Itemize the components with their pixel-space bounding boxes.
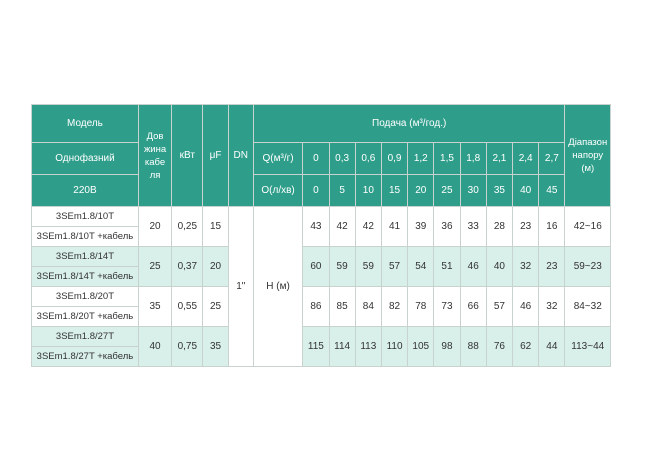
head-value-cell: 39 xyxy=(408,207,434,247)
o-value-cell: 35 xyxy=(486,175,512,207)
q-value-cell: 0,3 xyxy=(329,143,355,175)
cable-length-cell: 40 xyxy=(138,327,171,367)
head-value-cell: 59 xyxy=(355,247,381,287)
q-value-cell: 0,9 xyxy=(381,143,407,175)
head-value-cell: 43 xyxy=(303,207,329,247)
q-value-cell: 2,7 xyxy=(539,143,565,175)
q-value-cell: 1,5 xyxy=(434,143,460,175)
cable-length-cell: 20 xyxy=(138,207,171,247)
head-value-cell: 84 xyxy=(355,287,381,327)
head-value-cell: 42 xyxy=(355,207,381,247)
flow-header: Подача (м³/год.) xyxy=(253,105,565,143)
head-range-cell: 84~32 xyxy=(565,287,611,327)
head-value-cell: 46 xyxy=(513,287,539,327)
q-value-cell: 2,4 xyxy=(513,143,539,175)
capacitor-cell: 25 xyxy=(203,287,228,327)
head-value-cell: 98 xyxy=(434,327,460,367)
h-unit-cell: H (м) xyxy=(253,207,302,367)
model-name-with-cable: 3SEm1.8/20T +кабель xyxy=(32,307,139,327)
o-value-cell: 40 xyxy=(513,175,539,207)
head-range-cell: 113~44 xyxy=(565,327,611,367)
head-value-cell: 54 xyxy=(408,247,434,287)
model-name: 3SEm1.8/10T xyxy=(32,207,139,227)
head-value-cell: 23 xyxy=(539,247,565,287)
head-value-cell: 33 xyxy=(460,207,486,247)
cable-length-cell: 25 xyxy=(138,247,171,287)
head-value-cell: 46 xyxy=(460,247,486,287)
head-value-cell: 105 xyxy=(408,327,434,367)
head-value-cell: 78 xyxy=(408,287,434,327)
model-name-with-cable: 3SEm1.8/10T +кабель xyxy=(32,227,139,247)
capacitor-cell: 35 xyxy=(203,327,228,367)
head-value-cell: 82 xyxy=(381,287,407,327)
head-value-cell: 32 xyxy=(513,247,539,287)
head-value-cell: 28 xyxy=(486,207,512,247)
table-row xyxy=(32,207,611,227)
pump-spec-table xyxy=(31,104,611,367)
capacitor-cell: 15 xyxy=(203,207,228,247)
cable-length-header: Дов жина кабе ля xyxy=(138,105,171,207)
table-row xyxy=(32,247,611,267)
q-value-cell: 2,1 xyxy=(486,143,512,175)
head-range-cell: 59~23 xyxy=(565,247,611,287)
q-value-cell: 0 xyxy=(303,143,329,175)
head-value-cell: 88 xyxy=(460,327,486,367)
head-value-cell: 113 xyxy=(355,327,381,367)
head-value-cell: 57 xyxy=(486,287,512,327)
q-value-cell: 0,6 xyxy=(355,143,381,175)
head-value-cell: 66 xyxy=(460,287,486,327)
head-value-cell: 85 xyxy=(329,287,355,327)
head-value-cell: 44 xyxy=(539,327,565,367)
o-value-cell: 20 xyxy=(408,175,434,207)
head-value-cell: 76 xyxy=(486,327,512,367)
power-header: кВт xyxy=(172,105,203,207)
cable-length-cell: 35 xyxy=(138,287,171,327)
power-cell: 0,25 xyxy=(172,207,203,247)
head-value-cell: 114 xyxy=(329,327,355,367)
head-value-cell: 16 xyxy=(539,207,565,247)
model-header: Модель xyxy=(32,105,139,143)
o-unit-label: O(л/хв) xyxy=(253,175,302,207)
o-value-cell: 25 xyxy=(434,175,460,207)
q-value-cell: 1,8 xyxy=(460,143,486,175)
table-row xyxy=(32,287,611,307)
head-value-cell: 73 xyxy=(434,287,460,327)
voltage-header: 220В xyxy=(32,175,139,207)
o-value-cell: 0 xyxy=(303,175,329,207)
power-cell: 0,37 xyxy=(172,247,203,287)
model-name-with-cable: 3SEm1.8/27T +кабель xyxy=(32,347,139,367)
head-value-cell: 86 xyxy=(303,287,329,327)
head-value-cell: 60 xyxy=(303,247,329,287)
dn-header: DN xyxy=(228,105,253,207)
model-name: 3SEm1.8/14T xyxy=(32,247,139,267)
phase-header: Однофазний xyxy=(32,143,139,175)
capacitor-cell: 20 xyxy=(203,247,228,287)
capacitor-header: μF xyxy=(203,105,228,207)
head-value-cell: 59 xyxy=(329,247,355,287)
head-range-cell: 42~16 xyxy=(565,207,611,247)
head-value-cell: 62 xyxy=(513,327,539,367)
head-value-cell: 42 xyxy=(329,207,355,247)
head-value-cell: 57 xyxy=(381,247,407,287)
o-value-cell: 5 xyxy=(329,175,355,207)
head-value-cell: 36 xyxy=(434,207,460,247)
o-value-cell: 30 xyxy=(460,175,486,207)
table-row xyxy=(32,327,611,347)
power-cell: 0,75 xyxy=(172,327,203,367)
head-value-cell: 40 xyxy=(486,247,512,287)
q-unit-label: Q(м³/г) xyxy=(253,143,302,175)
o-value-cell: 15 xyxy=(381,175,407,207)
q-value-cell: 1,2 xyxy=(408,143,434,175)
head-value-cell: 23 xyxy=(513,207,539,247)
model-name-with-cable: 3SEm1.8/14T +кабель xyxy=(32,267,139,287)
head-value-cell: 115 xyxy=(303,327,329,367)
head-value-cell: 41 xyxy=(381,207,407,247)
power-cell: 0,55 xyxy=(172,287,203,327)
head-value-cell: 51 xyxy=(434,247,460,287)
model-name: 3SEm1.8/27T xyxy=(32,327,139,347)
o-value-cell: 10 xyxy=(355,175,381,207)
dn-value-cell: 1" xyxy=(228,207,253,367)
o-value-cell: 45 xyxy=(539,175,565,207)
head-range-header: Діапазон напору (м) xyxy=(565,105,611,207)
head-value-cell: 32 xyxy=(539,287,565,327)
model-name: 3SEm1.8/20T xyxy=(32,287,139,307)
head-value-cell: 110 xyxy=(381,327,407,367)
